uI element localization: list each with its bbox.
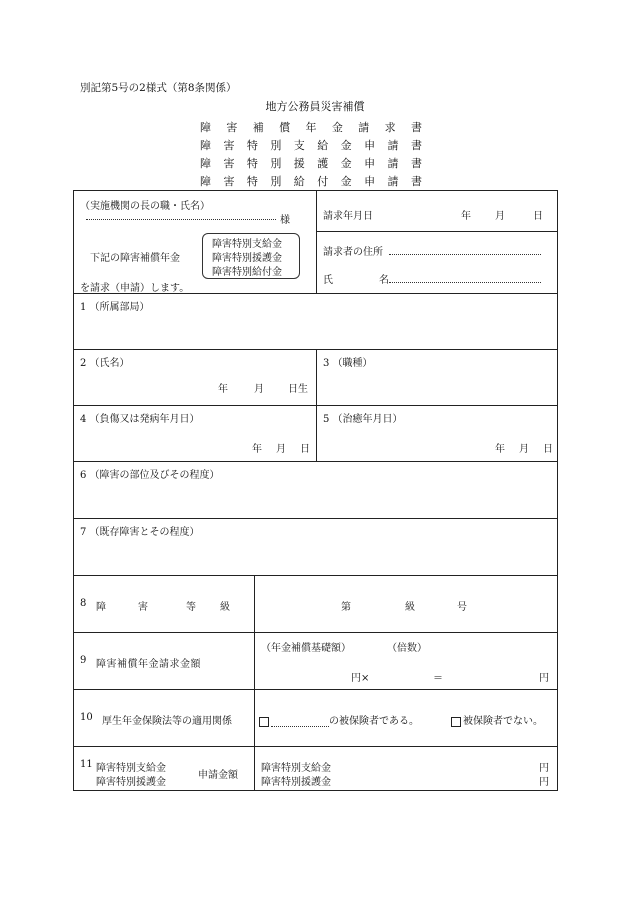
claim-date-label: 請求年月日 — [323, 211, 373, 222]
form-title-4: 障 害 特 別 給 付 金 申 請 書 — [200, 175, 422, 188]
special-num: 11 — [80, 759, 93, 770]
option-special-benefit: 障害特別給付金 — [212, 267, 282, 278]
amount-value-cell[interactable] — [255, 633, 558, 690]
pension-law-line[interactable] — [271, 717, 329, 727]
special-row-1: 障害特別支給金 — [261, 763, 331, 774]
job-label: 3 （職種） — [323, 358, 373, 369]
request-tail: を請求（申請）します。 — [80, 283, 190, 294]
existing-disability-cell[interactable] — [74, 519, 558, 576]
injury-date-label: 4 （負傷又は発病年月日） — [80, 414, 200, 425]
form-title-2: 障 害 特 別 支 給 金 申 請 書 — [200, 139, 422, 152]
amount-label-cell — [74, 633, 255, 690]
special-item-2: 障害特別援護金 — [96, 777, 166, 788]
name-label: 2 （氏名） — [80, 358, 130, 369]
claim-date-day: 日 — [533, 211, 543, 222]
pension-value-cell — [255, 690, 558, 747]
disability-part-label: 6 （障害の部位及びその程度） — [80, 470, 220, 481]
amount-multiple-label: （倍数） — [387, 643, 427, 654]
job-cell[interactable] — [317, 350, 558, 406]
amount-label: 障害補償年金請求金額 — [96, 659, 201, 670]
recipient-name-line[interactable] — [86, 211, 276, 220]
pension-insured-checkbox[interactable] — [259, 717, 269, 727]
special-row-1-yen: 円 — [539, 763, 549, 774]
special-value-cell[interactable] — [255, 747, 558, 791]
claimant-address-label: 請求者の住所 — [323, 247, 383, 258]
request-lead: 下記の障害補償年金 — [90, 253, 180, 264]
name-cell[interactable] — [74, 350, 317, 406]
claimant-cell — [317, 191, 558, 294]
existing-disability-label: 7 （既存障害とその程度） — [80, 527, 200, 538]
option-special-allowance: 障害特別支給金 — [212, 239, 282, 250]
grade-label-cell — [74, 576, 255, 633]
cure-day: 日 — [543, 444, 553, 455]
cure-date-cell[interactable] — [317, 406, 558, 462]
special-row-2: 障害特別援護金 — [261, 777, 331, 788]
amount-base-label: （年金補償基礎額） — [261, 643, 351, 654]
injury-day: 日 — [300, 444, 310, 455]
grade-char-4: 級 — [220, 602, 230, 613]
cure-year: 年 — [495, 444, 505, 455]
grade-kyu: 級 — [405, 602, 415, 613]
claimant-name-line[interactable] — [389, 274, 541, 283]
recipient-cell — [74, 191, 317, 294]
claim-date-month: 月 — [495, 211, 505, 222]
claim-date-year: 年 — [461, 211, 471, 222]
form-org-title: 地方公務員災害補償 — [265, 100, 365, 113]
pension-insured-text: の被保険者である。 — [329, 716, 419, 727]
injury-date-cell[interactable] — [74, 406, 317, 462]
pension-num: 10 — [80, 712, 93, 723]
birth-year: 年 — [218, 384, 228, 395]
amount-equals: ＝ — [433, 673, 443, 684]
claimant-address-line[interactable] — [389, 246, 541, 255]
special-amount-label: 申請金額 — [198, 770, 238, 781]
cure-date-label: 5 （治癒年月日） — [323, 414, 403, 425]
amount-yen: 円 — [539, 673, 549, 684]
pension-label-cell — [74, 690, 255, 747]
injury-month: 月 — [276, 444, 286, 455]
option-special-support: 障害特別援護金 — [212, 253, 282, 264]
cure-month: 月 — [519, 444, 529, 455]
form-title-1: 障 害 補 償 年 金 請 求 書 — [200, 121, 422, 134]
birth-month: 月 — [254, 384, 264, 395]
pension-not-checkbox[interactable] — [451, 717, 461, 727]
grade-go: 号 — [457, 602, 467, 613]
amount-num: 9 — [80, 655, 87, 666]
recipient-heading: （実施機関の長の職・氏名） — [80, 201, 210, 212]
dept-cell[interactable] — [74, 294, 558, 350]
pension-insured-option[interactable] — [259, 712, 419, 727]
grade-char-3: 等 — [186, 602, 196, 613]
disability-part-cell[interactable] — [74, 462, 558, 519]
injury-year: 年 — [252, 444, 262, 455]
pension-label: 厚生年金保険法等の適用関係 — [102, 716, 232, 727]
special-label-cell — [74, 747, 255, 791]
pension-not-text: 被保険者でない。 — [463, 716, 543, 727]
grade-num: 8 — [80, 598, 87, 609]
pension-not-option[interactable] — [451, 712, 543, 727]
grade-dai: 第 — [341, 602, 351, 613]
claimant-name-label-1: 氏 — [323, 275, 333, 286]
amount-yen-times: 円× — [351, 673, 370, 684]
special-row-2-yen: 円 — [539, 777, 549, 788]
grade-char-1: 障 — [96, 602, 106, 613]
dept-label: 1 （所属部局） — [80, 302, 150, 313]
form-title-3: 障 害 特 別 援 護 金 申 請 書 — [200, 157, 422, 170]
claim-form-table — [73, 190, 558, 791]
claimant-name-label-2: 名 — [379, 275, 389, 286]
grade-value-cell[interactable] — [255, 576, 558, 633]
form-reference: 別記第5号の2様式（第8条関係） — [80, 82, 237, 94]
special-item-1: 障害特別支給金 — [96, 763, 166, 774]
birth-day: 日生 — [288, 384, 308, 395]
sama-label: 様 — [280, 215, 290, 226]
grade-char-2: 害 — [138, 602, 148, 613]
